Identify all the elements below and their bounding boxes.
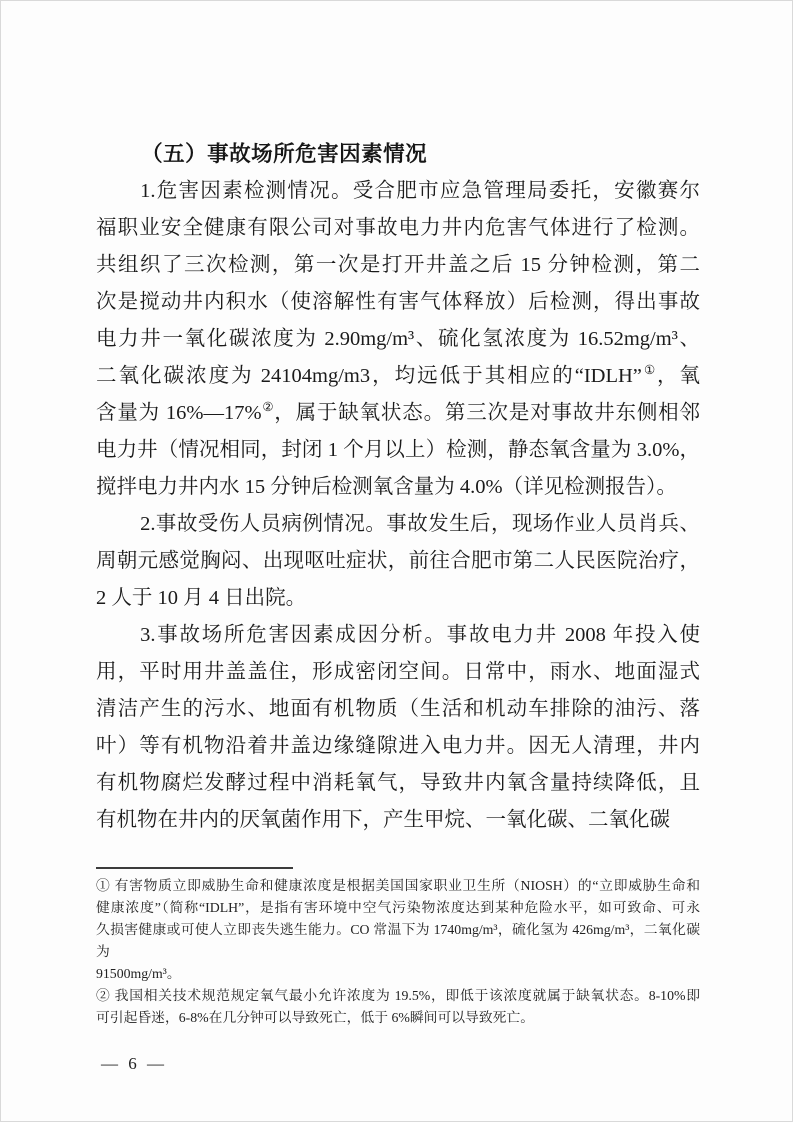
body-line: 电力井一氧化碳浓度为 2.90mg/m³、硫化氢浓度为 16.52mg/m³、 bbox=[96, 328, 700, 350]
body-line: 福职业安全健康有限公司对事故电力井内危害气体进行了检测。 bbox=[96, 217, 700, 239]
body-line: 1.危害因素检测情况。受合肥市应急管理局委托，安徽赛尔 bbox=[140, 180, 700, 202]
body-line: 2 人于 10 月 4 日出院。 bbox=[96, 587, 307, 609]
body-line: 含量为 16%—17%②，属于缺氧状态。第三次是对事故井东侧相邻 bbox=[96, 400, 701, 424]
body-line: 共组织了三次检测，第一次是打开井盖之后 15 分钟检测，第二 bbox=[96, 254, 700, 276]
footnote-line: ① 有害物质立即威胁生命和健康浓度是根据美国国家职业卫生所（NIOSH）的“立即威胁生命和 bbox=[96, 878, 700, 893]
body-line: 3.事故场所危害因素成因分析。事故电力井 2008 年投入使 bbox=[140, 624, 700, 646]
footnote-line-group bbox=[96, 985, 700, 1029]
footnote-ref: ① bbox=[641, 363, 657, 378]
document-body bbox=[96, 173, 700, 839]
body-line: 有机物在井内的厌氧菌作用下，产生甲烷、一氧化碳、二氧化碳 bbox=[96, 809, 670, 831]
body-line: 电力井（情况相同，封闭 1 个月以上）检测，静态氧含量为 3.0%， bbox=[96, 439, 700, 461]
footnotes bbox=[96, 875, 700, 1029]
document-content bbox=[1, 1, 792, 1077]
footnote-ref: ② bbox=[261, 400, 275, 415]
body-line: 周朝元感觉胸闷、出现呕吐症状，前往合肥市第二人民医院治疗， bbox=[96, 550, 700, 572]
body-line-group bbox=[96, 173, 700, 506]
body-line-group bbox=[96, 506, 700, 617]
footnote-line: 久损害健康或可使人立即丧失逃生能力。CO 常温下为 1740mg/m³，硫化氢为 426mg/m³，二氧化碳为 bbox=[96, 922, 700, 959]
body-line: 二氧化碳浓度为 24104mg/m3，均远低于其相应的“IDLH”①，氧 bbox=[96, 363, 701, 387]
page-number: — 6 — bbox=[101, 1054, 167, 1073]
body-line: 有机物腐烂发酵过程中消耗氧气，导致井内氧含量持续降低，且 bbox=[96, 772, 700, 794]
body-line-group bbox=[96, 617, 700, 839]
section-heading: （五）事故场所危害因素情况 bbox=[141, 142, 428, 166]
body-line: 用，平时用井盖盖住，形成密闭空间。日常中，雨水、地面湿式 bbox=[96, 661, 700, 683]
footnote-line: ② 我国相关技术规范规定氧气最小允许浓度为 19.5%，即低于该浓度就属于缺氧状态。8-10%即 bbox=[96, 988, 700, 1003]
footnote-line: 健康浓度”（简称“IDLH”，是指有害环境中空气污染物浓度达到某种危险水平，如可致命、可永 bbox=[96, 900, 700, 915]
footnote-separator bbox=[96, 867, 293, 869]
body-line: 清洁产生的污水、地面有机物质（生活和机动车排除的油污、落 bbox=[96, 698, 700, 720]
footnote-line: 可引起昏迷，6-8%在几分钟可以导致死亡，低于 6%瞬间可以导致死亡。 bbox=[96, 1010, 535, 1025]
footnote-line: 91500mg/m³。 bbox=[96, 966, 181, 981]
body-line: 搅拌电力井内水 15 分钟后检测氧含量为 4.0%（详见检测报告）。 bbox=[96, 476, 677, 498]
body-line: 次是搅动井内积水（使溶解性有害气体释放）后检测，得出事故 bbox=[96, 291, 700, 313]
body-line: 2.事故受伤人员病例情况。事故发生后，现场作业人员肖兵、 bbox=[140, 513, 700, 535]
body-line: 叶）等有机物沿着井盖边缘缝隙进入电力井。因无人清理，井内 bbox=[96, 735, 700, 757]
footnote-line-group bbox=[96, 875, 700, 985]
